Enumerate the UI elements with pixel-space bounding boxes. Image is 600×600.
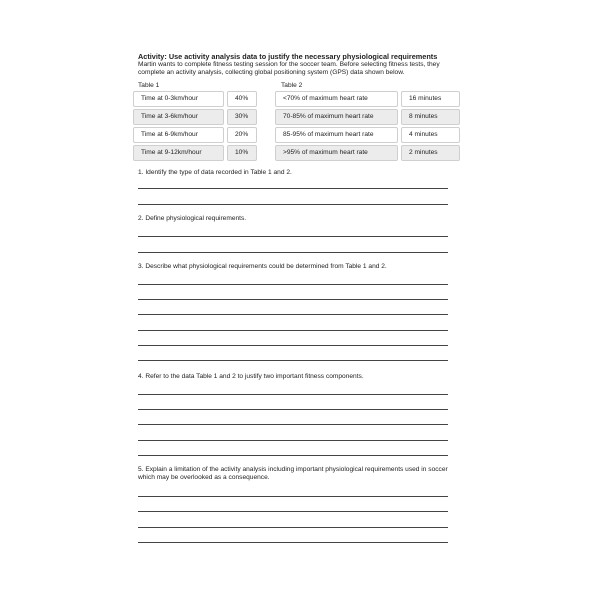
question-1: 1. Identify the type of data recorded in Table 1 and 2. <box>138 169 292 176</box>
answer-line[interactable] <box>138 188 448 189</box>
table1-row-label: Time at 3-6km/hour <box>133 109 224 125</box>
table1-label: Table 1 <box>138 82 160 89</box>
answer-line[interactable] <box>138 236 448 237</box>
answer-line[interactable] <box>138 284 448 285</box>
worksheet-intro: Martin wants to complete fitness testing session for the soccer team. Before selecting fitness tests, they complete an activity analysis, collecting global positioning system (GPS) data shown below. <box>138 61 440 77</box>
answer-line[interactable] <box>138 527 448 528</box>
table2-row-value: 16 minutes <box>401 91 460 107</box>
table2-row-label: <70% of maximum heart rate <box>275 91 398 107</box>
table1-row-label: Time at 6-9km/hour <box>133 127 224 143</box>
answer-line[interactable] <box>138 314 448 315</box>
table1-row-label: Time at 0-3km/hour <box>133 91 224 107</box>
answer-line[interactable] <box>138 511 448 512</box>
table2-label: Table 2 <box>281 82 303 89</box>
answer-line[interactable] <box>138 330 448 331</box>
answer-line[interactable] <box>138 424 448 425</box>
table1-row-value: 40% <box>227 91 257 107</box>
question-2: 2. Define physiological requirements. <box>138 215 247 222</box>
answer-line[interactable] <box>138 455 448 456</box>
answer-line[interactable] <box>138 496 448 497</box>
answer-line[interactable] <box>138 299 448 300</box>
question-4: 4. Refer to the data Table 1 and 2 to justify two important fitness components. <box>138 373 364 380</box>
table2-row-value: 2 minutes <box>401 145 460 161</box>
table1-row-value: 10% <box>227 145 257 161</box>
table1-row-value: 30% <box>227 109 257 125</box>
table2-row-label: >95% of maximum heart rate <box>275 145 398 161</box>
table1-row-label: Time at 9-12km/hour <box>133 145 224 161</box>
question-5: 5. Explain a limitation of the activity analysis including important physiological requirements used in soccer which may be overlooked as a consequence. <box>138 466 448 482</box>
answer-line[interactable] <box>138 360 448 361</box>
table2-row-value: 4 minutes <box>401 127 460 143</box>
table2-row-label: 85-95% of maximum heart rate <box>275 127 398 143</box>
answer-line[interactable] <box>138 204 448 205</box>
table2-row-label: 70-85% of maximum heart rate <box>275 109 398 125</box>
table1-row-value: 20% <box>227 127 257 143</box>
answer-line[interactable] <box>138 409 448 410</box>
answer-line[interactable] <box>138 440 448 441</box>
answer-line[interactable] <box>138 542 448 543</box>
answer-line[interactable] <box>138 345 448 346</box>
table2-row-value: 8 minutes <box>401 109 460 125</box>
answer-line[interactable] <box>138 252 448 253</box>
answer-line[interactable] <box>138 394 448 395</box>
question-3: 3. Describe what physiological requirements could be determined from Table 1 and 2. <box>138 263 387 270</box>
worksheet-title: Activity: Use activity analysis data to justify the necessary physiological requirements <box>138 52 438 61</box>
